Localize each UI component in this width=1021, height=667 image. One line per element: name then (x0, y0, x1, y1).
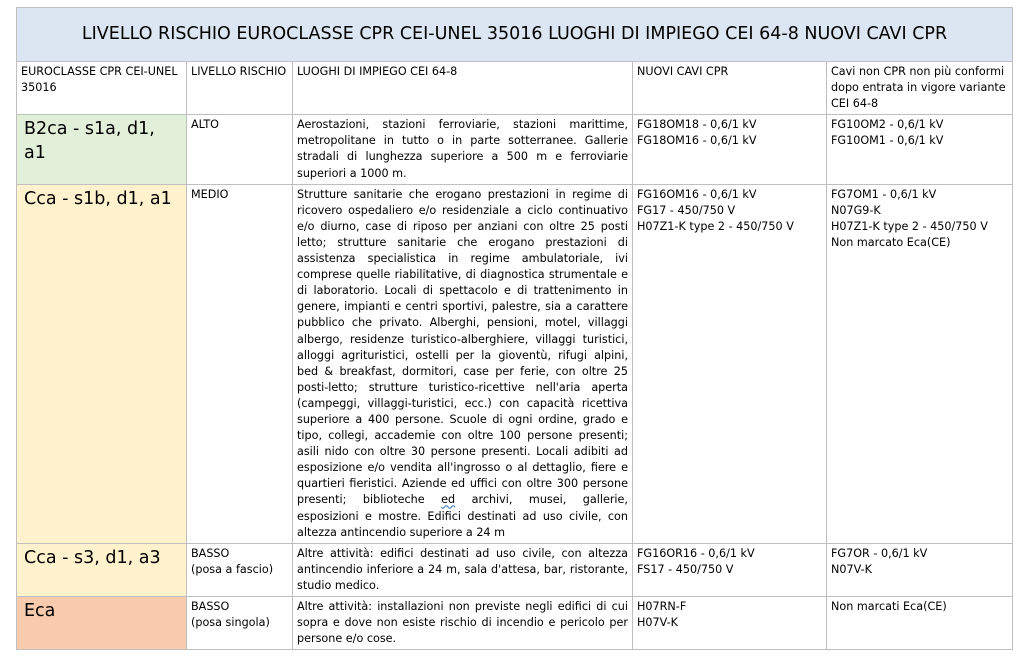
header-nuovi: NUOVI CAVI CPR (633, 62, 827, 115)
non-cpr-cell (827, 115, 1013, 184)
nuovi-cell (633, 543, 827, 596)
luoghi-text: Strutture sanitarie che erogano prestazioni in regime di ricovero ospedaliero e/o residenziale a ciclo continuativo e/o diurno, case di riposo per anziani con oltre 25 posti letto; strutture sanitarie che erogano prestazioni di assistenza specialistica in regime ambulatoriale, ivi comprese quelle riabilitative, di diagnostica strumentale e di laboratorio. Locali di spettacolo e di trattenimento in genere, impianti e centri sportivi, palestre, sia a carattere pubblico che privato. Alberghi, pensioni, motel, villaggi albergo, residenze turistico-alberghiere, villaggi turistici, alloggi agrituristici, ostelli per la gioventù, rifugi alpini, bed & breakfast, dormitori, case per ferie, con oltre 25 posti-letto; strutture turistico-ricettive nell'aria aperta (campeggi, villaggi-turistici, ecc.) con capacità ricettiva superiore a 400 persone. Scuole di ogni ordine, grado e tipo, collegi, accademie con oltre 100 persone presenti; asili nido con oltre 30 persone presenti. Locali adibiti ad esposizione e/o vendita all'ingrosso o al dettaglio, fiere e quartieri fieristici. Aziende ed uffici con oltre 300 persone presenti; biblioteche (297, 187, 628, 507)
table-row (17, 184, 1013, 543)
cable-item: FG17 - 450/750 V (637, 203, 736, 217)
cable-item: H07Z1-K type 2 - 450/750 V (637, 219, 794, 233)
non-cpr-cell (827, 184, 1013, 543)
cable-item: FG10OM2 - 0,6/1 kV (831, 118, 944, 132)
table-title: LIVELLO RISCHIO EUROCLASSE CPR CEI-UNEL 35016 LUOGHI DI IMPIEGO CEI 64-8 NUOVI CAVI CPR (17, 8, 1013, 62)
livello-cell (187, 597, 293, 650)
livello-cell (187, 543, 293, 596)
luoghi-cell: Aerostazioni, stazioni ferroviarie, stazioni marittime, metropolitane in tutto o in parte sotterranee. Gallerie stradali di lunghezza superiore a 500 m e ferroviarie superiori a 1000 m. (293, 115, 633, 184)
livello-line: BASSO (191, 600, 230, 613)
non-cpr-cell (827, 597, 1013, 650)
cable-item: FG16OR16 - 0,6/1 kV (637, 546, 755, 560)
header-non-cpr: Cavi non CPR non più conformi dopo entrata in vigore variante CEI 64-8 (827, 62, 1013, 115)
non-cpr-cell (827, 543, 1013, 596)
header-luoghi: LUOGHI DI IMPIEGO CEI 64-8 (293, 62, 633, 115)
cable-item: H07V-K (637, 616, 679, 630)
livello-line: ALTO (191, 118, 219, 132)
cable-item: Non marcato Eca(CE) (831, 235, 951, 249)
euroclasse-cell: Cca - s3, d1, a3 (17, 543, 187, 596)
cable-item: FG7OR - 0,6/1 kV (831, 546, 928, 560)
luoghi-cell: Altre attività: edifici destinati ad uso civile, con altezza antincendio inferiore a 24 m, sala d'attesa, bar, ristorante, studio medico. (293, 543, 633, 596)
euroclasse-cell: Cca - s1b, d1, a1 (17, 184, 187, 543)
livello-line: (posa a fascio) (191, 562, 274, 576)
nuovi-cell (633, 115, 827, 184)
luoghi-cell: Altre attività: installazioni non previste negli edifici di cui sopra e dove non esiste rischio di incendio e pericolo per persone e/o cose. (293, 597, 633, 650)
cable-item: H07RN-F (637, 600, 687, 613)
table-row (17, 543, 1013, 596)
cable-item: FG18OM18 - 0,6/1 kV (637, 118, 757, 132)
livello-line: (posa singola) (191, 616, 270, 630)
spellcheck-flagged-word: ed (441, 493, 456, 507)
nuovi-cell (633, 597, 827, 650)
livello-line: BASSO (191, 546, 230, 560)
header-livello: LIVELLO RISCHIO (187, 62, 293, 115)
cable-item: FG10OM1 - 0,6/1 kV (831, 134, 944, 148)
header-euroclasse: EUROCLASSE CPR CEI-UNEL 35016 (17, 62, 187, 115)
cable-item: H07Z1-K type 2 - 450/750 V (831, 219, 988, 233)
cable-item: FS17 - 450/750 V (637, 562, 734, 576)
cable-item: FG18OM16 - 0,6/1 kV (637, 134, 757, 148)
cable-item: N07G9-K (831, 203, 881, 217)
nuovi-cell (633, 184, 827, 543)
livello-cell (187, 115, 293, 184)
table-row (17, 115, 1013, 184)
livello-cell (187, 184, 293, 543)
cable-item: FG7OM1 - 0,6/1 kV (831, 187, 937, 201)
cable-item: Non marcati Eca(CE) (831, 600, 947, 613)
cable-item: N07V-K (831, 562, 872, 576)
luoghi-text: archivi, musei, gallerie, esposizioni e mostre. Edifici destinati ad uso civile, con altezza antincendio superiore a 24 m (297, 493, 628, 539)
cable-item: FG16OM16 - 0,6/1 kV (637, 187, 757, 201)
cpr-table (16, 7, 1013, 650)
luoghi-cell (293, 184, 633, 543)
euroclasse-cell: Eca (17, 597, 187, 650)
table-row (17, 597, 1013, 650)
livello-line: MEDIO (191, 187, 229, 201)
euroclasse-cell: B2ca - s1a, d1, a1 (17, 115, 187, 184)
